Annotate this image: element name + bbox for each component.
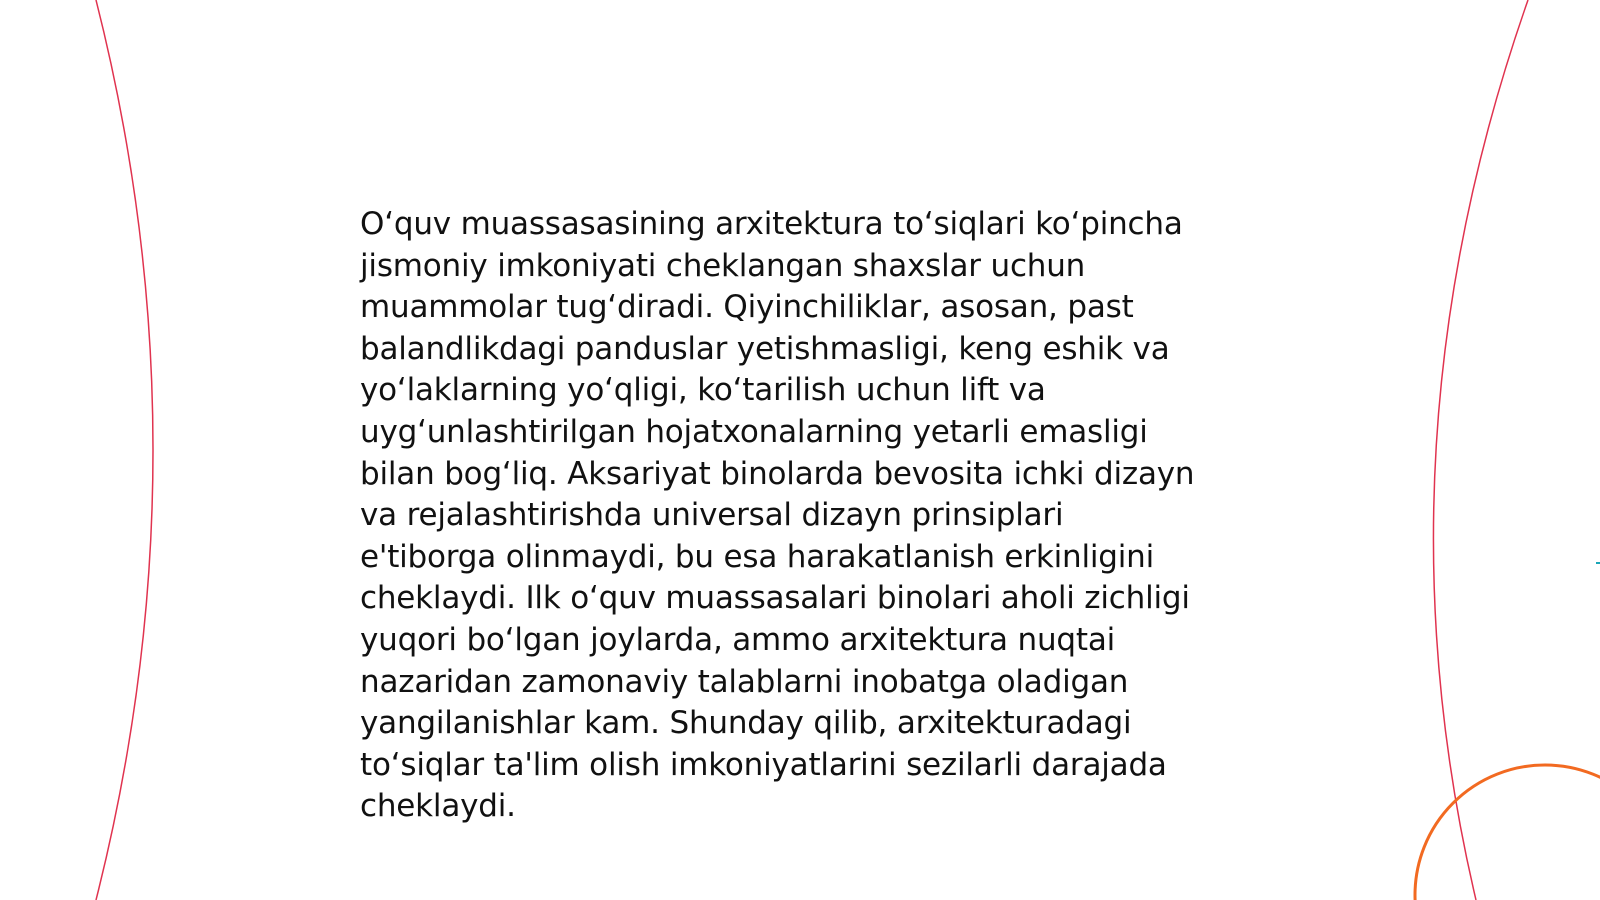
left-curve-line [96,0,153,900]
orange-circle-outline [1415,765,1600,900]
right-curve-line [1433,0,1528,900]
body-paragraph: O‘quv muassasasining arxitektura to‘siqlari ko‘pincha jismoniy imkoniyati cheklangan shaxslar uchun muammolar tug‘diradi. Qiyinchiliklar, asosan, past balandlikdagi panduslar yetishmasligi, keng eshik va yo‘laklarning yo‘qligi, ko‘tarilish uchun lift va uyg‘unlashtirilgan hojatxonalarning yetarli emasligi bilan bog‘liq. Aksariyat binolarda bevosita ichki dizayn va rejalashtirishda universal dizayn prinsiplari e'tiborga olinmaydi, bu esa harakatlanish erkinligini cheklaydi. Ilk o‘quv muassasalari binolari aholi zichligi yuqori bo‘lgan joylarda, ammo arxitektura nuqtai nazaridan zamonaviy talablarni inobatga oladigan yangilanishlar kam. Shunday qilib, arxitekturadagi to‘siqlar ta'lim olish imkoniyatlarini sezilarli darajada cheklaydi. [360,206,1195,825]
